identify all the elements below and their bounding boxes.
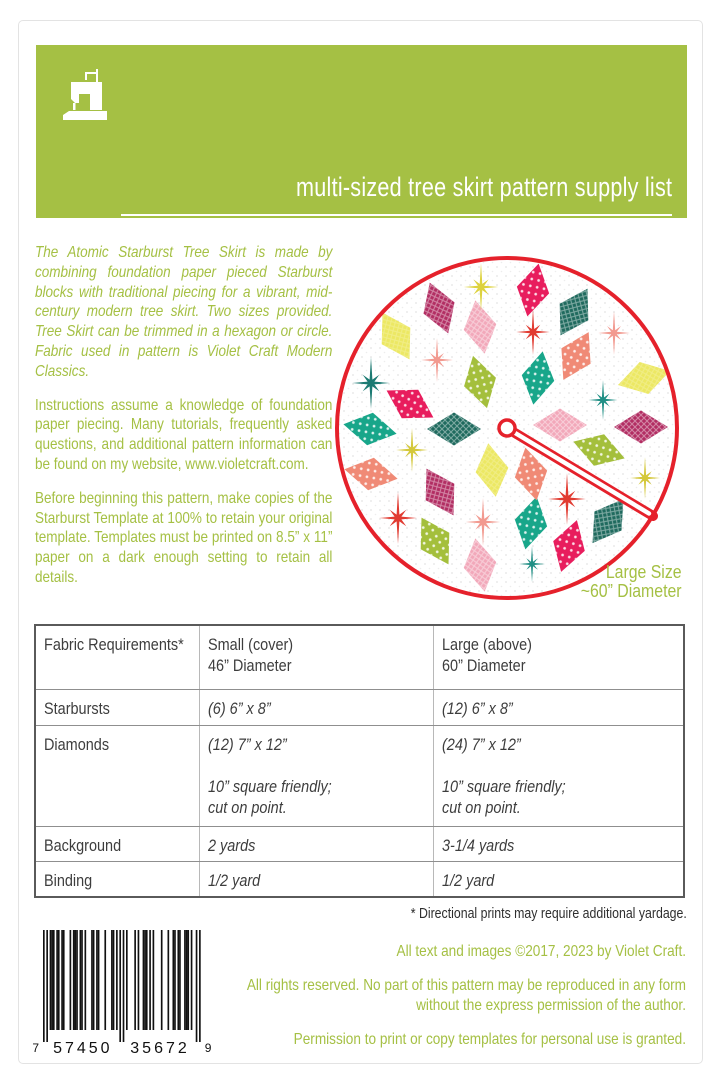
preview-caption-size: Large Size bbox=[606, 562, 682, 582]
intro-paragraph: The Atomic Starburst Tree Skirt is made by combining foundation paper pieced Starburst blocks with traditional piecing for a vibrant, mid-century modern tree skirt. Two sizes provided. Tree Skirt can be trimmed in a hexagon or circle. Fabric used in pattern is Violet Craft Modern Classics. bbox=[35, 244, 333, 380]
copyright-line: All text and images ©2017, 2023 by Violet Craft. bbox=[396, 943, 686, 960]
table-header-cell bbox=[199, 625, 433, 690]
table-cell-line: Fabric Requirements* bbox=[44, 635, 184, 654]
row-value bbox=[199, 726, 433, 827]
table-row bbox=[35, 726, 684, 827]
fabric-requirements-table bbox=[34, 624, 685, 898]
skirt-center-hole bbox=[499, 420, 515, 436]
copyright-block bbox=[32, 942, 687, 1063]
table-header-cell bbox=[35, 625, 199, 690]
table-cell-line: 2 yards bbox=[207, 836, 255, 855]
intro-text bbox=[35, 243, 332, 602]
table-cell-line: Starbursts bbox=[44, 699, 110, 718]
table-cell-line: 10” square friendly; bbox=[207, 777, 332, 796]
preview-caption-diameter: ~60” Diameter bbox=[581, 581, 682, 601]
table-cell-line: Diamonds bbox=[44, 735, 110, 754]
table-cell-line: Large (above) bbox=[441, 635, 532, 654]
row-label bbox=[35, 690, 199, 726]
barcode-digits: 57450 bbox=[53, 1040, 113, 1057]
table-cell-line bbox=[442, 755, 675, 776]
table-cell-line: Binding bbox=[44, 871, 93, 890]
copyright-line: Permission to print or copy templates for personal use is granted. bbox=[293, 1030, 686, 1048]
copyright-line: All rights reserved. No part of this pattern may be reproduced in any form without the express permission of the author. bbox=[246, 976, 687, 1014]
table-cell-line bbox=[208, 755, 425, 776]
barcode-digits: 7 bbox=[32, 1041, 39, 1055]
page-subtitle: all measurements based on fabric at least 42” wide bbox=[326, 224, 672, 244]
row-value bbox=[433, 862, 684, 898]
page-title: multi-sized tree skirt pattern supply list bbox=[295, 172, 672, 202]
sewing-machine-icon bbox=[60, 65, 110, 126]
row-value bbox=[433, 827, 684, 862]
row-value bbox=[433, 726, 684, 827]
table-cell-line: 1/2 yard bbox=[207, 871, 260, 890]
table-footnote: * Directional prints may require additional yardage. bbox=[410, 906, 687, 922]
table-cell-line: (6) 6” x 8” bbox=[207, 699, 271, 718]
table-row bbox=[35, 827, 684, 862]
table-cell-line: Small (cover) bbox=[207, 635, 293, 654]
table-cell-line: 1/2 yard bbox=[441, 871, 494, 890]
intro-paragraph: Instructions assume a knowledge of foundation paper piecing. Many tutorials, frequently asked questions, and additional pattern information can be found on my website, www.violetcraft.com. bbox=[35, 396, 333, 473]
table-header-cell bbox=[433, 625, 684, 690]
table-cell-line: Background bbox=[44, 836, 122, 855]
preview-caption bbox=[581, 563, 682, 601]
table-cell-line: 46” Diameter bbox=[207, 656, 292, 675]
header-banner bbox=[36, 45, 687, 244]
row-label bbox=[35, 726, 199, 827]
intro-paragraph: Before beginning this pattern, make copies of the Starburst Template at 100% to retain your original template. Templates must be printed on 8.5” x 11” paper on a dark enough setting to retain all details. bbox=[35, 489, 333, 586]
table-cell-line: (24) 7” x 12” bbox=[441, 735, 521, 754]
header-divider bbox=[121, 214, 672, 216]
tree-skirt-preview bbox=[324, 247, 688, 616]
table-row bbox=[35, 862, 684, 898]
table-cell-line: 10” square friendly; bbox=[441, 777, 566, 796]
table-row bbox=[35, 690, 684, 726]
table-cell-line: 60” Diameter bbox=[441, 656, 526, 675]
table-cell-line: (12) 6” x 8” bbox=[441, 699, 513, 718]
row-value bbox=[199, 690, 433, 726]
table-cell-line: 3-1/4 yards bbox=[441, 836, 514, 855]
table-cell-line: cut on point. bbox=[441, 798, 521, 817]
row-label bbox=[35, 862, 199, 898]
row-value bbox=[199, 827, 433, 862]
barcode-digits: 35672 bbox=[130, 1040, 190, 1057]
row-value bbox=[433, 690, 684, 726]
barcode-digits: 9 bbox=[204, 1041, 212, 1055]
table-cell-line: cut on point. bbox=[207, 798, 287, 817]
table-cell-line: (12) 7” x 12” bbox=[207, 735, 287, 754]
row-value bbox=[199, 862, 433, 898]
row-label bbox=[35, 827, 199, 862]
